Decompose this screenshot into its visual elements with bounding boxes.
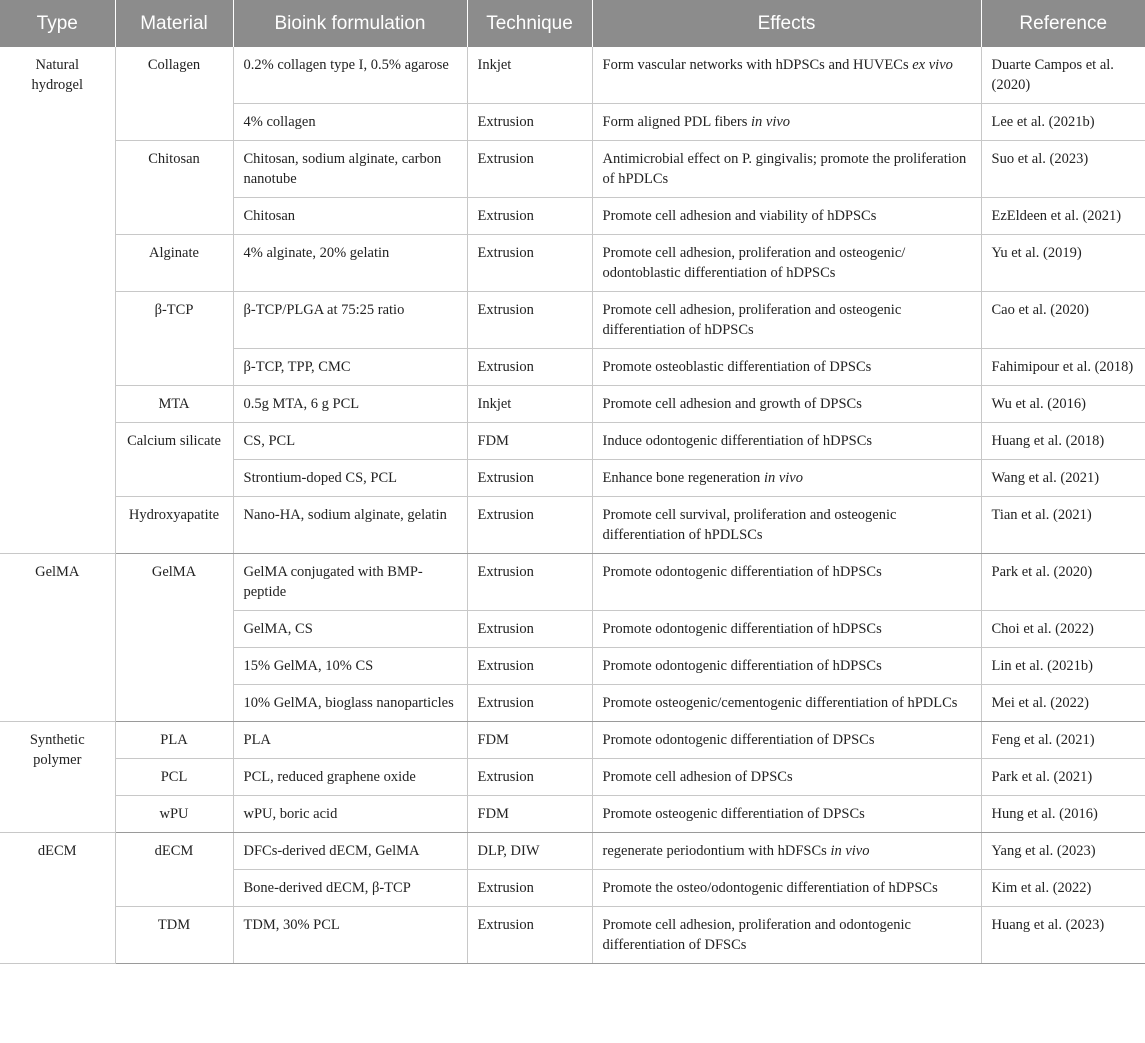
reference-cell: Huang et al. (2018) (981, 423, 1145, 460)
effects-text: Promote osteogenic/cementogenic differentiation of hPDLCs (602, 695, 958, 711)
technique-cell: Extrusion (467, 292, 592, 349)
technique-cell: Extrusion (467, 460, 592, 497)
header-row (0, 0, 1145, 47)
technique-cell: Extrusion (467, 349, 592, 386)
formulation-cell: PLA (233, 722, 467, 759)
table-row (0, 497, 1145, 554)
formulation-cell: DFCs-derived dECM, GelMA (233, 833, 467, 870)
effects-cell (592, 349, 981, 386)
effects-text: Antimicrobial effect on P. gingivalis; promote the proliferation of hPDLCs (602, 151, 967, 187)
material-cell: PLA (115, 722, 233, 759)
table-row (0, 554, 1145, 611)
effects-cell (592, 386, 981, 423)
effects-cell (592, 554, 981, 611)
material-cell: TDM (115, 907, 233, 964)
material-cell: Hydroxyapatite (115, 497, 233, 554)
table-row (0, 759, 1145, 796)
table-row (0, 47, 1145, 104)
effects-cell (592, 235, 981, 292)
technique-cell: Extrusion (467, 104, 592, 141)
material-cell: Calcium silicate (115, 423, 233, 497)
formulation-cell: CS, PCL (233, 423, 467, 460)
reference-cell: Lin et al. (2021b) (981, 648, 1145, 685)
effects-text: Promote odontogenic differentiation of DPSCs (602, 732, 875, 748)
material-cell: wPU (115, 796, 233, 833)
effects-cell (592, 685, 981, 722)
table-body (0, 47, 1145, 964)
table-row (0, 796, 1145, 833)
effects-cell (592, 198, 981, 235)
technique-cell: Extrusion (467, 870, 592, 907)
reference-cell: Park et al. (2020) (981, 554, 1145, 611)
table-row (0, 423, 1145, 460)
technique-cell: Inkjet (467, 47, 592, 104)
effects-text: Induce odontogenic differentiation of hDPSCs (602, 433, 873, 449)
reference-cell: Feng et al. (2021) (981, 722, 1145, 759)
material-cell: β-TCP (115, 292, 233, 386)
technique-cell: Extrusion (467, 907, 592, 964)
effects-text: Form aligned PDL fibers (602, 114, 748, 130)
reference-cell: Yang et al. (2023) (981, 833, 1145, 870)
formulation-cell: 0.5g MTA, 6 g PCL (233, 386, 467, 423)
table-row (0, 907, 1145, 964)
effects-cell (592, 796, 981, 833)
reference-cell: Mei et al. (2022) (981, 685, 1145, 722)
technique-cell: DLP, DIW (467, 833, 592, 870)
effects-italic-text: in vivo (830, 843, 870, 859)
formulation-cell: 4% alginate, 20% gelatin (233, 235, 467, 292)
effects-italic-text: ex vivo (912, 57, 953, 73)
material-cell: PCL (115, 759, 233, 796)
effects-cell (592, 460, 981, 497)
formulation-cell: 0.2% collagen type I, 0.5% agarose (233, 47, 467, 104)
formulation-cell: PCL, reduced graphene oxide (233, 759, 467, 796)
formulation-cell: Chitosan (233, 198, 467, 235)
reference-cell: Hung et al. (2016) (981, 796, 1145, 833)
effects-cell (592, 104, 981, 141)
reference-cell: Huang et al. (2023) (981, 907, 1145, 964)
reference-cell: Kim et al. (2022) (981, 870, 1145, 907)
effects-italic-text: in vivo (750, 114, 791, 130)
effects-text: Promote cell adhesion and growth of DPSCs (602, 396, 862, 412)
reference-cell: Park et al. (2021) (981, 759, 1145, 796)
formulation-cell: β-TCP, TPP, CMC (233, 349, 467, 386)
effects-text: Promote cell adhesion, proliferation and osteogenic/ odontoblastic differentiation of hDPSCs (602, 245, 906, 281)
effects-cell (592, 870, 981, 907)
effects-italic-text: in vivo (763, 470, 803, 486)
effects-text: Form vascular networks with hDPSCs and HUVECs (602, 57, 909, 73)
table-row (0, 235, 1145, 292)
technique-cell: FDM (467, 796, 592, 833)
effects-cell (592, 648, 981, 685)
table-row (0, 141, 1145, 198)
reference-cell: Yu et al. (2019) (981, 235, 1145, 292)
technique-cell: Extrusion (467, 141, 592, 198)
formulation-cell: Nano-HA, sodium alginate, gelatin (233, 497, 467, 554)
effects-text: Promote cell adhesion, proliferation and osteogenic differentiation of hDPSCs (602, 302, 902, 338)
formulation-cell: β-TCP/PLGA at 75:25 ratio (233, 292, 467, 349)
technique-cell: Extrusion (467, 497, 592, 554)
header-technique: Technique (467, 0, 592, 47)
formulation-cell: TDM, 30% PCL (233, 907, 467, 964)
type-cell: GelMA (0, 554, 115, 722)
effects-cell (592, 141, 981, 198)
technique-cell: Extrusion (467, 611, 592, 648)
formulation-cell: GelMA, CS (233, 611, 467, 648)
technique-cell: Extrusion (467, 648, 592, 685)
effects-cell (592, 722, 981, 759)
reference-cell: EzEldeen et al. (2021) (981, 198, 1145, 235)
effects-cell (592, 907, 981, 964)
formulation-cell: Bone-derived dECM, β-TCP (233, 870, 467, 907)
technique-cell: Inkjet (467, 386, 592, 423)
effects-cell (592, 423, 981, 460)
material-cell: Alginate (115, 235, 233, 292)
effects-cell (592, 497, 981, 554)
effects-cell (592, 759, 981, 796)
technique-cell: Extrusion (467, 685, 592, 722)
effects-cell (592, 833, 981, 870)
header-type: Type (0, 0, 115, 47)
reference-cell: Choi et al. (2022) (981, 611, 1145, 648)
formulation-cell: 10% GelMA, bioglass nanoparticles (233, 685, 467, 722)
reference-cell: Fahimipour et al. (2018) (981, 349, 1145, 386)
effects-cell (592, 611, 981, 648)
effects-text: Promote odontogenic differentiation of hDPSCs (602, 658, 882, 674)
reference-cell: Tian et al. (2021) (981, 497, 1145, 554)
effects-text: Promote odontogenic differentiation of hDPSCs (602, 621, 882, 637)
effects-cell (592, 292, 981, 349)
material-cell: Collagen (115, 47, 233, 141)
technique-cell: Extrusion (467, 554, 592, 611)
formulation-cell: wPU, boric acid (233, 796, 467, 833)
type-cell: Synthetic polymer (0, 722, 115, 833)
technique-cell: Extrusion (467, 235, 592, 292)
header-formulation: Bioink formulation (233, 0, 467, 47)
header-material: Material (115, 0, 233, 47)
effects-text: Promote cell adhesion of DPSCs (602, 769, 793, 785)
reference-cell: Lee et al. (2021b) (981, 104, 1145, 141)
effects-text: Enhance bone regeneration (602, 470, 761, 486)
type-cell: dECM (0, 833, 115, 964)
formulation-cell: 4% collagen (233, 104, 467, 141)
formulation-cell: 15% GelMA, 10% CS (233, 648, 467, 685)
material-cell: Chitosan (115, 141, 233, 235)
formulation-cell: Chitosan, sodium alginate, carbon nanotube (233, 141, 467, 198)
reference-cell: Suo et al. (2023) (981, 141, 1145, 198)
header-reference: Reference (981, 0, 1145, 47)
reference-cell: Cao et al. (2020) (981, 292, 1145, 349)
technique-cell: Extrusion (467, 198, 592, 235)
effects-text: Promote odontogenic differentiation of hDPSCs (602, 564, 882, 580)
effects-cell (592, 47, 981, 104)
table-row (0, 386, 1145, 423)
formulation-cell: Strontium-doped CS, PCL (233, 460, 467, 497)
effects-text: Promote the osteo/odontogenic differentiation of hDPSCs (602, 880, 938, 896)
effects-text: regenerate periodontium with hDFSCs (602, 843, 827, 859)
reference-cell: Duarte Campos et al. (2020) (981, 47, 1145, 104)
reference-cell: Wu et al. (2016) (981, 386, 1145, 423)
header-effects: Effects (592, 0, 981, 47)
effects-text: Promote osteogenic differentiation of DPSCs (602, 806, 865, 822)
technique-cell: FDM (467, 423, 592, 460)
effects-text: Promote cell adhesion and viability of hDPSCs (602, 208, 877, 224)
effects-text: Promote cell survival, proliferation and osteogenic differentiation of hPDLSCs (602, 507, 897, 543)
table-row (0, 722, 1145, 759)
formulation-cell: GelMA conjugated with BMP-peptide (233, 554, 467, 611)
table-row (0, 833, 1145, 870)
material-cell: dECM (115, 833, 233, 907)
material-cell: GelMA (115, 554, 233, 722)
technique-cell: Extrusion (467, 759, 592, 796)
technique-cell: FDM (467, 722, 592, 759)
effects-text: Promote cell adhesion, proliferation and odontogenic differentiation of DFSCs (602, 917, 911, 953)
effects-text: Promote osteoblastic differentiation of DPSCs (602, 359, 872, 375)
reference-cell: Wang et al. (2021) (981, 460, 1145, 497)
type-cell: Natural hydrogel (0, 47, 115, 554)
material-cell: MTA (115, 386, 233, 423)
table-row (0, 292, 1145, 349)
